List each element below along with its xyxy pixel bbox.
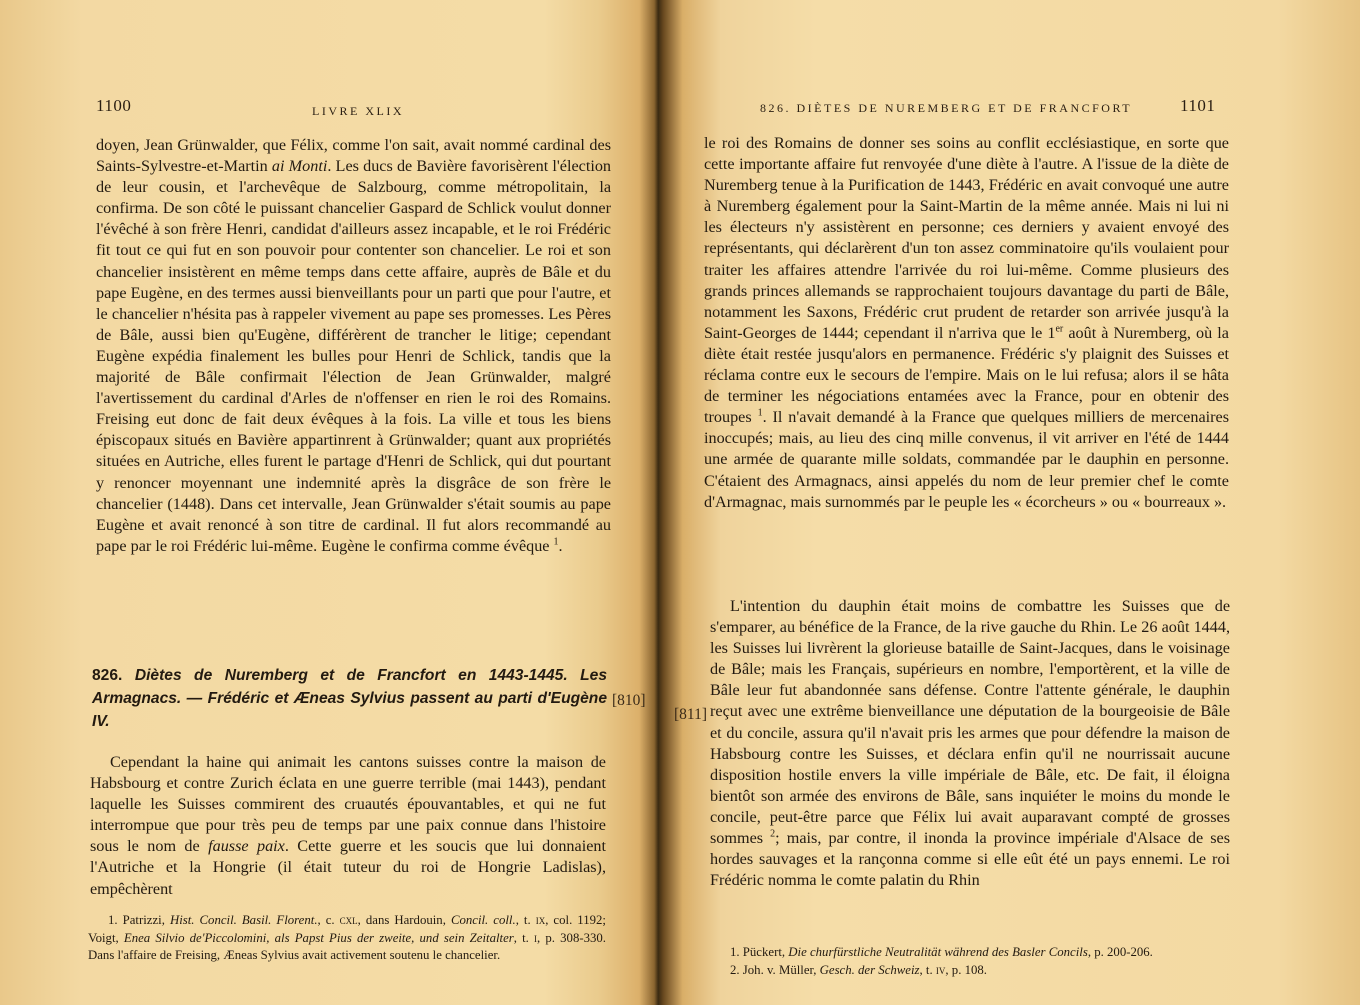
right-footnote-1: 1. Pückert, Die churfürstliche Neutralität während des Basler Concils, p. 200-206. [730, 945, 1153, 959]
section-title: Diètes de Nuremberg et de Francfort en 1443-1445. Les Armagnacs. — Frédéric et Æneas Sylvius passent au parti d'Eugène IV. [92, 667, 607, 730]
right-paragraph-1: le roi des Romains de donner ses soins au conflit ecclésiastique, en sorte que cette importante affaire fut renvoyée d'une diète à l'autre. A l'issue de la diète de Nuremberg tenue à la Purification de 1443, Frédéric en avait convoqué une autre à Nuremberg également pour la Saint-Martin de la même année. Mais ni lui ni les électeurs n'y assistèrent en personne; ces derniers y avaient envoyé des représentants, qui déclarèrent d'un ton assez comminatoire qu'ils voulaient pour traiter les affaires attendre l'arrivée du roi lui-même. Comme plusieurs des grands princes allemands se rapprochaient toujours davantage du parti de Bâle, notamment les Saxons, Frédéric crut prudent de retarder son arrivée jusqu'à la Saint-Georges de 1444; cependant il n'arriva que le 1er août à Nuremberg, où la diète était restée jusqu'alors en permanence. Frédéric s'y plaignit des Suisses et réclama contre eux le secours de l'empire. Mais on le lui refusa; alors il se hâta de terminer les négociations entamées avec la France, pour en obtenir des troupes $^1$. Il n'avait demandé à la France que quelques milliers de mercenaires inoccupés; mais, au lieu des cinq mille convenus, il vit arriver en l'été de 1444 une armée de quarante mille soldats, commandée par le dauphin en personne. C'étaient des Armagnacs, ainsi appelés du nom de leur premier chef le comte d'Armagnac, mais surnommés par le peuple les « écorcheurs » ou « bourreaux ». [704, 134, 1230, 511]
right-footnotes [710, 944, 1234, 979]
margin-note-810: [810] [612, 692, 646, 709]
margin-note-811: [811] [674, 706, 707, 723]
right-page [658, 0, 1360, 1005]
left-running-head: LIVRE XLIX [312, 104, 404, 118]
left-page [0, 0, 655, 1005]
right-page-number: 1101 [1180, 96, 1216, 115]
right-paragraph-2: L'intention du dauphin était moins de combattre les Suisses que de s'emparer, au bénéfice de la France, de la rive gauche du Rhin. Le 26 août 1444, les Suisses lui livrèrent la glorieuse bataille de Saint-Jacques, dans le voisinage de Bâle; mais les Français, supérieurs en nombre, l'emportèrent, et la ville de Bâle leur fut abandonnée sans défense. Contre l'attente générale, le dauphin reçut avec une extrême bienveillance une députation de la bourgeoisie de Bâle et du concile, assura qu'il n'avait pris les armes que pour défendre la maison de Habsbourg contre les Suisses, et déclara enfin qu'il ne nourrissait aucune disposition hostile envers la ville impériale de Bâle, etc. De fait, il éloigna bientôt son armée des environs de Bâle, sans inquiéter le moins du monde le concile, peut-être parce que Félix lui avait auparavant compté de grosses sommes $^2$; mais, par contre, il inonda la province impériale d'Alsace de ses hordes sauvages et la rançonna comme si elle eût été un pays ennemi. Le roi Frédéric nomma le comte palatin du Rhin [710, 597, 1230, 890]
right-running-head: 826. DIÈTES DE NUREMBERG ET DE FRANCFORT [760, 101, 1133, 115]
footnote-ref-1: 1 [553, 536, 559, 548]
section-heading [92, 665, 607, 733]
left-page-number: 1100 [96, 96, 132, 115]
right-footnote-2: 2. Joh. v. Müller, Gesch. der Schweiz, t. iv, p. 108. [730, 962, 987, 977]
footnote-ref-2: 2 [770, 828, 776, 840]
left-paragraph-1: doyen, Jean Grünwalder, que Félix, comme l'on sait, avait nommé cardinal des Saints-Sylvestre-et-Martin ai Monti. Les ducs de Bavière favorisèrent l'élection de leur cousin, et l'archevêque de Salzbourg, comme métropolitain, la confirma. De son côté le puissant chancelier Gaspard de Schlick voulut donner l'évêché à son frère Henri, candidat d'ailleurs assez incapable, et le roi Frédéric fit tout ce qui fut en son pouvoir pour contenter son chancelier. Le roi et son chancelier insistèrent en même temps dans cette affaire, auprès de Bâle et du pape Eugène, en des termes aussi bienveillants pour un parti que pour l'autre, et le chancelier n'hésita pas à rappeler vivement au pape ses promesses. Les Pères de Bâle, aussi bien qu'Eugène, différèrent de trancher le litige; cependant Eugène expédia finalement les bulles pour Henri de Schlick, tandis que la majorité de Bâle confirmait l'élection de Jean Grünwalder, malgré l'avertissement du cardinal d'Arles de n'offenser en rien le roi des Romains. Freising eut donc de fait deux évêques à la fois. La ville et tous les biens épiscopaux situés en Bavière appartinrent à Grünwalder; quant aux propriétés situées en Autriche, elles furent le partage d'Henri de Schlick, qui dut pourtant y renoncer moyennant une indemnité après la disgrâce de son frère le chancelier (1448). Dans cet intervalle, Jean Grünwalder s'était soumis au pape Eugène et avait renoncé à son titre de cardinal. Il fut alors recommandé au pape par le roi Frédéric lui-même. Eugène le confirma comme évêque $^1$. [96, 136, 612, 555]
footnote-ref-1: 1 [757, 407, 763, 419]
section-number: 826. [92, 667, 123, 684]
left-paragraph-2: Cependant la haine qui animait les cantons suisses contre la maison de Habsbourg et contre Zurich éclata en une guerre terrible (mai 1443), pendant laquelle les Suisses commirent des cruautés épouvantables, et qui ne fut interrompue que pour très peu de temps par une paix connue dans l'histoire sous le nom de fausse paix. Cette guerre et les soucis que lui donnaient l'Autriche et la Hongrie (il était tuteur du roi de Hongrie Ladislas), empêchèrent [90, 753, 606, 898]
left-footnote: 1. Patrizzi, Hist. Concil. Basil. Florent., c. cxl, dans Hardouin, Concil. coll., t. ix, col. 1192; Voigt, Enea Silvio de'Piccolomini, als Papst Pius der zweite, und sein Zeitalter, t. i, p. 308-330. Dans l'affaire de Freising, Æneas Sylvius avait activement soutenu le chancelier. [88, 913, 607, 963]
